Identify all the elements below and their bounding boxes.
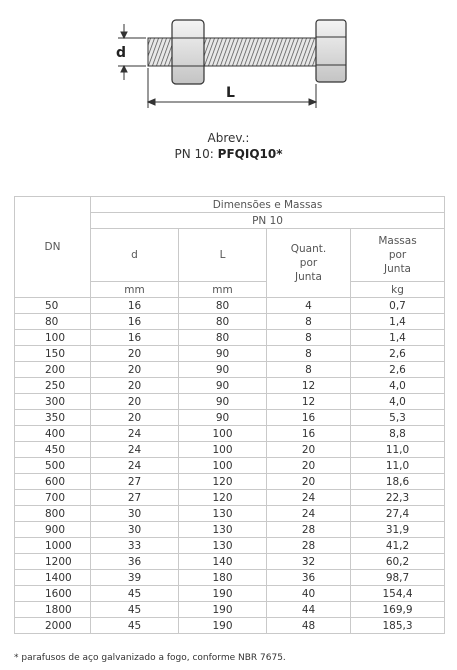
- col-mass-header: [351, 229, 445, 282]
- table-row: [15, 442, 445, 458]
- cell-dn: 200: [15, 362, 91, 378]
- cell-dn: 250: [15, 378, 91, 394]
- cell-l: 90: [179, 346, 267, 362]
- cell-mass: 11,0: [351, 442, 445, 458]
- cell-mass: 4,0: [351, 378, 445, 394]
- cell-dn: 400: [15, 426, 91, 442]
- table-row: [15, 490, 445, 506]
- cell-l: 80: [179, 330, 267, 346]
- cell-d: 16: [91, 298, 179, 314]
- abbrev-label: Abrev.:: [207, 131, 250, 145]
- group-header: Dimensões e Massas: [91, 197, 445, 213]
- cell-dn: 100: [15, 330, 91, 346]
- cell-l: 100: [179, 442, 267, 458]
- cell-dn: 450: [15, 442, 91, 458]
- cell-l: 100: [179, 458, 267, 474]
- cell-qty: 20: [267, 474, 351, 490]
- col-d-header: d: [91, 229, 179, 282]
- cell-qty: 8: [267, 314, 351, 330]
- cell-l: 90: [179, 410, 267, 426]
- cell-qty: 8: [267, 330, 351, 346]
- cell-l: 120: [179, 490, 267, 506]
- cell-dn: 600: [15, 474, 91, 490]
- col-l-header: L: [179, 229, 267, 282]
- cell-qty: 4: [267, 298, 351, 314]
- cell-dn: 1400: [15, 570, 91, 586]
- cell-l: 80: [179, 298, 267, 314]
- cell-qty: 32: [267, 554, 351, 570]
- cell-mass: 22,3: [351, 490, 445, 506]
- cell-mass: 31,9: [351, 522, 445, 538]
- cell-l: 90: [179, 378, 267, 394]
- cell-d: 45: [91, 618, 179, 634]
- cell-d: 36: [91, 554, 179, 570]
- dimensions-table: [14, 196, 445, 634]
- cell-qty: 28: [267, 522, 351, 538]
- footnote: * parafusos de aço galvanizado a fogo, conforme NBR 7675.: [14, 653, 286, 663]
- cell-dn: 300: [15, 394, 91, 410]
- cell-d: 39: [91, 570, 179, 586]
- cell-mass: 98,7: [351, 570, 445, 586]
- cell-qty: 20: [267, 442, 351, 458]
- col-qty-line3: Junta: [295, 271, 322, 283]
- cell-qty: 12: [267, 394, 351, 410]
- cell-dn: 1200: [15, 554, 91, 570]
- cell-mass: 27,4: [351, 506, 445, 522]
- cell-d: 20: [91, 394, 179, 410]
- cell-mass: 5,3: [351, 410, 445, 426]
- cell-l: 180: [179, 570, 267, 586]
- table-row: [15, 330, 445, 346]
- cell-dn: 1000: [15, 538, 91, 554]
- cell-d: 20: [91, 410, 179, 426]
- cell-l: 130: [179, 506, 267, 522]
- cell-qty: 36: [267, 570, 351, 586]
- table-row: [15, 474, 445, 490]
- product-code: PFQIQ10*: [217, 147, 283, 161]
- bolt-head-shape: [316, 20, 346, 82]
- cell-mass: 8,8: [351, 426, 445, 442]
- cell-l: 130: [179, 538, 267, 554]
- bolt-diagram: [0, 0, 457, 120]
- cell-qty: 16: [267, 426, 351, 442]
- col-qty-line2: por: [299, 257, 318, 269]
- table-row: [15, 522, 445, 538]
- cell-mass: 11,0: [351, 458, 445, 474]
- cell-l: 90: [179, 362, 267, 378]
- cell-l: 190: [179, 586, 267, 602]
- cell-d: 24: [91, 458, 179, 474]
- cell-d: 45: [91, 602, 179, 618]
- table-row: [15, 554, 445, 570]
- table-row: [15, 378, 445, 394]
- cell-d: 20: [91, 362, 179, 378]
- cell-qty: 44: [267, 602, 351, 618]
- cell-qty: 12: [267, 378, 351, 394]
- nut-shape: [172, 20, 204, 84]
- cell-mass: 185,3: [351, 618, 445, 634]
- cell-d: 45: [91, 586, 179, 602]
- cell-l: 190: [179, 602, 267, 618]
- table-row: [15, 586, 445, 602]
- abbrev-code-line: [0, 147, 457, 161]
- pn-prefix: PN 10:: [174, 147, 218, 161]
- cell-d: 20: [91, 346, 179, 362]
- cell-d: 20: [91, 378, 179, 394]
- cell-dn: 900: [15, 522, 91, 538]
- cell-d: 27: [91, 490, 179, 506]
- cell-mass: 4,0: [351, 394, 445, 410]
- cell-l: 130: [179, 522, 267, 538]
- pn-header: PN 10: [91, 213, 445, 229]
- cell-dn: 1600: [15, 586, 91, 602]
- cell-mass: 41,2: [351, 538, 445, 554]
- cell-d: 30: [91, 522, 179, 538]
- unit-mass: kg: [351, 282, 445, 298]
- cell-mass: 2,6: [351, 362, 445, 378]
- table-row: [15, 458, 445, 474]
- cell-qty: 20: [267, 458, 351, 474]
- table-row: [15, 362, 445, 378]
- cell-mass: 1,4: [351, 314, 445, 330]
- col-mass-line3: Junta: [384, 263, 411, 275]
- cell-d: 30: [91, 506, 179, 522]
- table-row: [15, 314, 445, 330]
- table-row: [15, 506, 445, 522]
- cell-l: 90: [179, 394, 267, 410]
- cell-qty: 24: [267, 490, 351, 506]
- cell-mass: 2,6: [351, 346, 445, 362]
- col-qty-header: [267, 229, 351, 298]
- d-label: d: [116, 45, 127, 61]
- cell-dn: 50: [15, 298, 91, 314]
- cell-mass: 1,4: [351, 330, 445, 346]
- table-row: [15, 618, 445, 634]
- col-mass-line2: por: [388, 249, 407, 261]
- cell-dn: 2000: [15, 618, 91, 634]
- cell-d: 16: [91, 314, 179, 330]
- cell-dn: 1800: [15, 602, 91, 618]
- cell-dn: 350: [15, 410, 91, 426]
- cell-dn: 800: [15, 506, 91, 522]
- cell-qty: 8: [267, 346, 351, 362]
- cell-l: 190: [179, 618, 267, 634]
- cell-d: 33: [91, 538, 179, 554]
- cell-qty: 28: [267, 538, 351, 554]
- cell-l: 80: [179, 314, 267, 330]
- col-mass-line1: Massas: [378, 235, 417, 247]
- cell-mass: 18,6: [351, 474, 445, 490]
- cell-d: 24: [91, 442, 179, 458]
- cell-d: 16: [91, 330, 179, 346]
- cell-dn: 500: [15, 458, 91, 474]
- table-row: [15, 602, 445, 618]
- unit-l: mm: [179, 282, 267, 298]
- unit-d: mm: [91, 282, 179, 298]
- cell-l: 100: [179, 426, 267, 442]
- cell-mass: 0,7: [351, 298, 445, 314]
- cell-d: 27: [91, 474, 179, 490]
- cell-dn: 150: [15, 346, 91, 362]
- table-row: [15, 538, 445, 554]
- cell-qty: 48: [267, 618, 351, 634]
- cell-mass: 169,9: [351, 602, 445, 618]
- cell-dn: 700: [15, 490, 91, 506]
- col-qty-line1: Quant.: [290, 243, 327, 255]
- cell-dn: 80: [15, 314, 91, 330]
- l-label: L: [226, 85, 235, 101]
- table-row: [15, 394, 445, 410]
- cell-qty: 24: [267, 506, 351, 522]
- cell-l: 140: [179, 554, 267, 570]
- table-row: [15, 426, 445, 442]
- cell-l: 120: [179, 474, 267, 490]
- cell-qty: 8: [267, 362, 351, 378]
- cell-mass: 60,2: [351, 554, 445, 570]
- table-row: [15, 298, 445, 314]
- dn-header: DN: [15, 197, 91, 298]
- cell-qty: 40: [267, 586, 351, 602]
- cell-mass: 154,4: [351, 586, 445, 602]
- cell-qty: 16: [267, 410, 351, 426]
- table-row: [15, 570, 445, 586]
- table-row: [15, 346, 445, 362]
- cell-d: 24: [91, 426, 179, 442]
- table-row: [15, 410, 445, 426]
